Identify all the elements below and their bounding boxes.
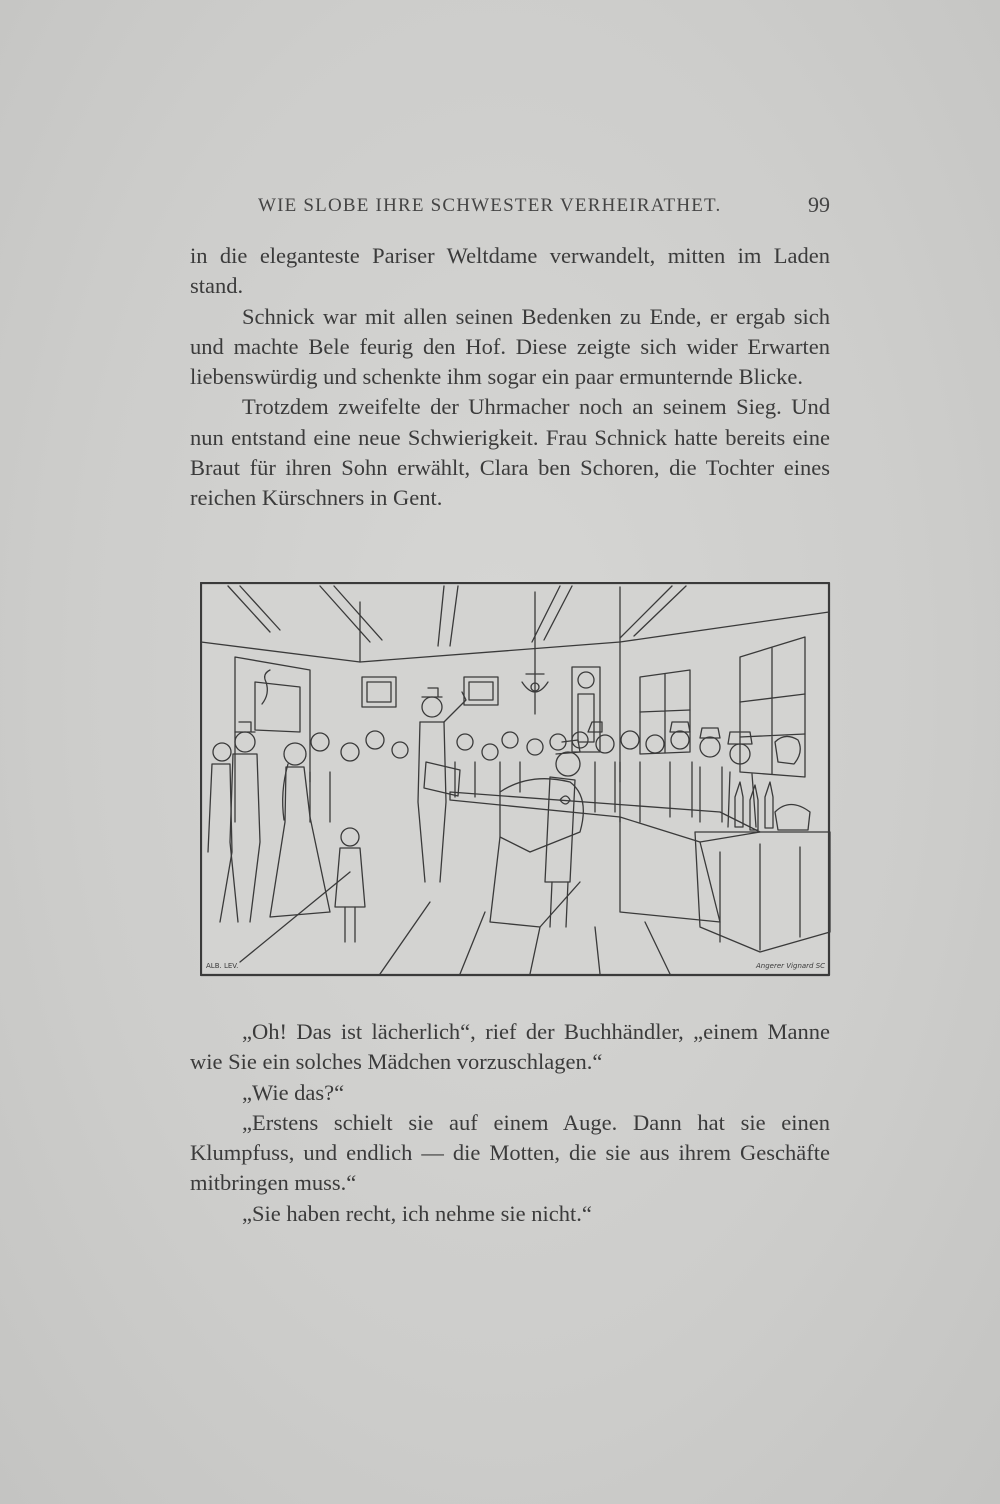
running-head bbox=[190, 192, 830, 225]
page-number: 99 bbox=[808, 192, 830, 217]
text-block-top bbox=[190, 241, 830, 514]
illustration bbox=[200, 582, 832, 978]
paragraph: „Wie das?“ bbox=[242, 1079, 345, 1105]
paragraph: in die eleganteste Pariser Weltdame verwandelt, mitten im Laden stand. bbox=[190, 243, 830, 299]
paragraph: Schnick war mit allen seinen Bedenken zu Ende, er ergab sich und machte Bele feurig den Hof. Diese zeigte sich wider Erwarten liebenswürdig und schenkte ihm sogar ein paar ermunternde Blicke. bbox=[190, 303, 830, 390]
paragraph: „Sie haben recht, ich nehme sie nicht.“ bbox=[242, 1200, 592, 1226]
paragraph: Trotzdem zweifelte der Uhrmacher noch an seinem Sieg. Und nun entstand eine neue Schwierigkeit. Frau Schnick hatte bereits eine Braut für ihren Sohn erwählt, Clara ben Schoren, die Tochter eines reichen Kürschners in Gent. bbox=[190, 394, 830, 511]
illustration-signature-left: ALB. LEV. bbox=[206, 962, 239, 970]
text-block-bottom bbox=[190, 1017, 830, 1229]
illustration-signature-right: Angerer Vignard SC bbox=[756, 962, 826, 970]
paragraph: „Oh! Das ist lächerlich“, rief der Buchhändler, „einem Manne wie Sie ein solches Mädchen vorzuschlagen.“ bbox=[190, 1019, 830, 1075]
wedding-feast-engraving bbox=[200, 582, 832, 978]
running-title: WIE SLOBE IHRE SCHWESTER VERHEIRATHET. bbox=[258, 195, 722, 216]
paragraph: „Erstens schielt sie auf einem Auge. Dann hat sie einen Klumpfuss, und endlich — die Motten, die sie aus ihrem Geschäfte mitbringen muss.“ bbox=[190, 1109, 830, 1196]
